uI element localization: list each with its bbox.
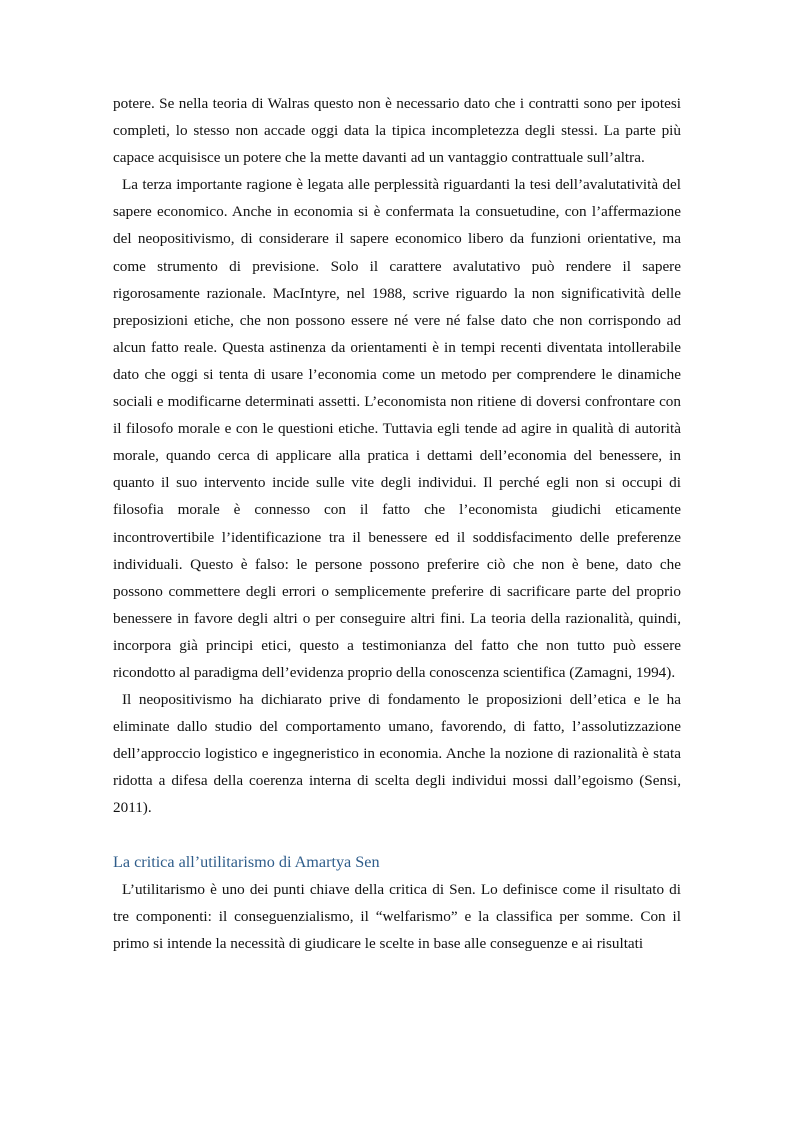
document-page <box>113 90 681 957</box>
section-heading: La critica all’utilitarismo di Amartya Sen <box>113 852 380 871</box>
paragraph-neopositivismo: Il neopositivismo ha dichiarato prive di fondamento le proposizioni dell’etica e le ha eliminate dallo studio del comportamento umano, favorendo, di fatto, l’assolutizzazione dell’approccio logistico e ingegneristico in economia. Anche la nozione di razionalità è stata ridotta a difesa della coerenza interna di scelta degli individui mossi dall’egoismo (Sensi, 2011). <box>113 691 681 817</box>
paragraph-avalutativita: La terza importante ragione è legata alle perplessità riguardanti la tesi dell’avalutatività del sapere economico. Anche in economia si è confermata la consuetudine, con l’affermazione del neopositivismo, di considerare il sapere economico libero da funzioni orientative, ma come strumento di previsione. Solo il carattere avalutativo può rendere il sapere rigorosamente razionale. MacIntyre, nel 1988, scrive riguardo la non significatività delle preposizioni etiche, che non possono essere né vere né false dato che non corrispondo ad alcun fatto reale. Questa astinenza da orientamenti è in tempi recenti diventata intollerabile dato che oggi si tenta di usare l’economia come un metodo per comprendere le dinamiche sociali e modificarne determinati assetti. L’economista non ritiene di doversi confrontare con il filosofo morale e con le questioni etiche. Tuttavia egli tende ad agire in qualità di autorità morale, quando cerca di applicare alla pratica i dettami dell’economia del benessere, in quanto il suo intervento incide sulle vite degli individui. Il perché egli non si occupi di filosofia morale è connesso con il fatto che l’economista giudichi eticamente incontrovertibile l’identificazione tra il benessere ed il soddisfacimento delle preferenze individuali. Questo è falso: le persone possono preferire ciò che non è bene, dato che possono commettere degli errori o semplicemente preferire di sacrificare parte del proprio benessere in favore degli altri o per conseguire altri fini. La teoria della razionalità, quindi, incorpora già principi etici, questo a testimonianza del fatto che non tutto può essere ricondotto al paradigma dell’evidenza proprio della conoscenza scientifica (Zamagni, 1994). <box>113 176 681 681</box>
section-spacer <box>113 822 681 849</box>
paragraph-continuation: potere. Se nella teoria di Walras questo non è necessario dato che i contratti sono per ipotesi completi, lo stesso non accade oggi data la tipica incompletezza degli stessi. La parte più capace acquisisce un potere che la mette davanti ad un vantaggio contrattuale sull’altra. <box>113 95 681 167</box>
paragraph-utilitarismo: L’utilitarismo è uno dei punti chiave della critica di Sen. Lo definisce come il risultato di tre componenti: il conseguenzialismo, il “welfarismo” e la classifica per somme. Con il primo si intende la necessità di giudicare le scelte in base alle conseguenze e ai risultati <box>113 880 681 952</box>
